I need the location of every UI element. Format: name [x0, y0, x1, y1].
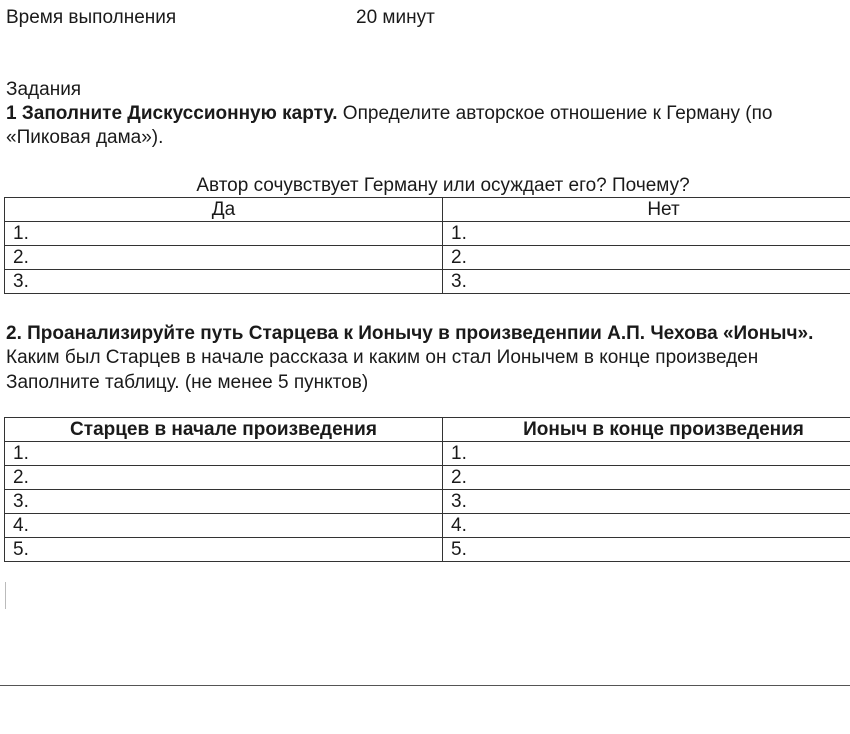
- page-divider: [0, 685, 850, 686]
- tasks-heading: Задания: [6, 79, 82, 100]
- task1-text-continued: «Пиковая дама»).: [6, 127, 164, 148]
- table-cell[interactable]: 2.: [5, 246, 443, 270]
- task2-title: 2. Проанализируйте путь Старцева к Ионычу в произведенпии А.П. Чехова «Ионыч».: [6, 323, 814, 344]
- table-cell[interactable]: 1.: [5, 222, 443, 246]
- table-header-row: [5, 198, 850, 222]
- task1-instruction: [6, 103, 772, 125]
- table1-caption: Автор сочувствует Герману или осуждает его? Почему?: [196, 175, 690, 196]
- column-header-no: Нет: [443, 198, 850, 222]
- table-cell[interactable]: 2.: [443, 466, 850, 490]
- table-cell[interactable]: 3.: [5, 270, 443, 294]
- table-cell[interactable]: 5.: [5, 538, 443, 562]
- table-cell[interactable]: 5.: [443, 538, 850, 562]
- table-cell[interactable]: 2.: [443, 246, 850, 270]
- task2-text-continued: Заполните таблицу. (не менее 5 пунктов): [6, 372, 369, 393]
- time-value: 20 минут: [356, 7, 435, 28]
- column-header-yes: Да: [5, 198, 443, 222]
- table-row: [5, 538, 850, 562]
- task2-text: Каким был Старцев в начале рассказа и каким он стал Ионычем в конце произведен: [6, 347, 759, 368]
- task1-text: Определите авторское отношение к Герману (по: [337, 103, 773, 124]
- cursor-edge-mark: [0, 582, 6, 609]
- table-cell[interactable]: 1.: [443, 442, 850, 466]
- table-cell[interactable]: 4.: [5, 514, 443, 538]
- discussion-table: [4, 197, 850, 294]
- column-header-startsev: Старцев в начале произведения: [5, 418, 443, 442]
- table-row: [5, 246, 850, 270]
- table-cell[interactable]: 1.: [5, 442, 443, 466]
- column-header-ionych: Ионыч в конце произведения: [443, 418, 850, 442]
- table-row: [5, 442, 850, 466]
- time-label: Время выполнения: [6, 7, 177, 28]
- task1-title: 1 Заполните Дискуссионную карту.: [6, 103, 338, 124]
- table-row: [5, 514, 850, 538]
- comparison-table: [4, 417, 850, 562]
- table-header-row: [5, 418, 850, 442]
- table-cell[interactable]: 3.: [443, 490, 850, 514]
- table-cell[interactable]: 4.: [443, 514, 850, 538]
- table-row: [5, 490, 850, 514]
- table-cell[interactable]: 1.: [443, 222, 850, 246]
- table-cell[interactable]: 2.: [5, 466, 443, 490]
- table-cell[interactable]: 3.: [443, 270, 850, 294]
- table-row: [5, 270, 850, 294]
- table-row: [5, 466, 850, 490]
- table-row: [5, 222, 850, 246]
- table-cell[interactable]: 3.: [5, 490, 443, 514]
